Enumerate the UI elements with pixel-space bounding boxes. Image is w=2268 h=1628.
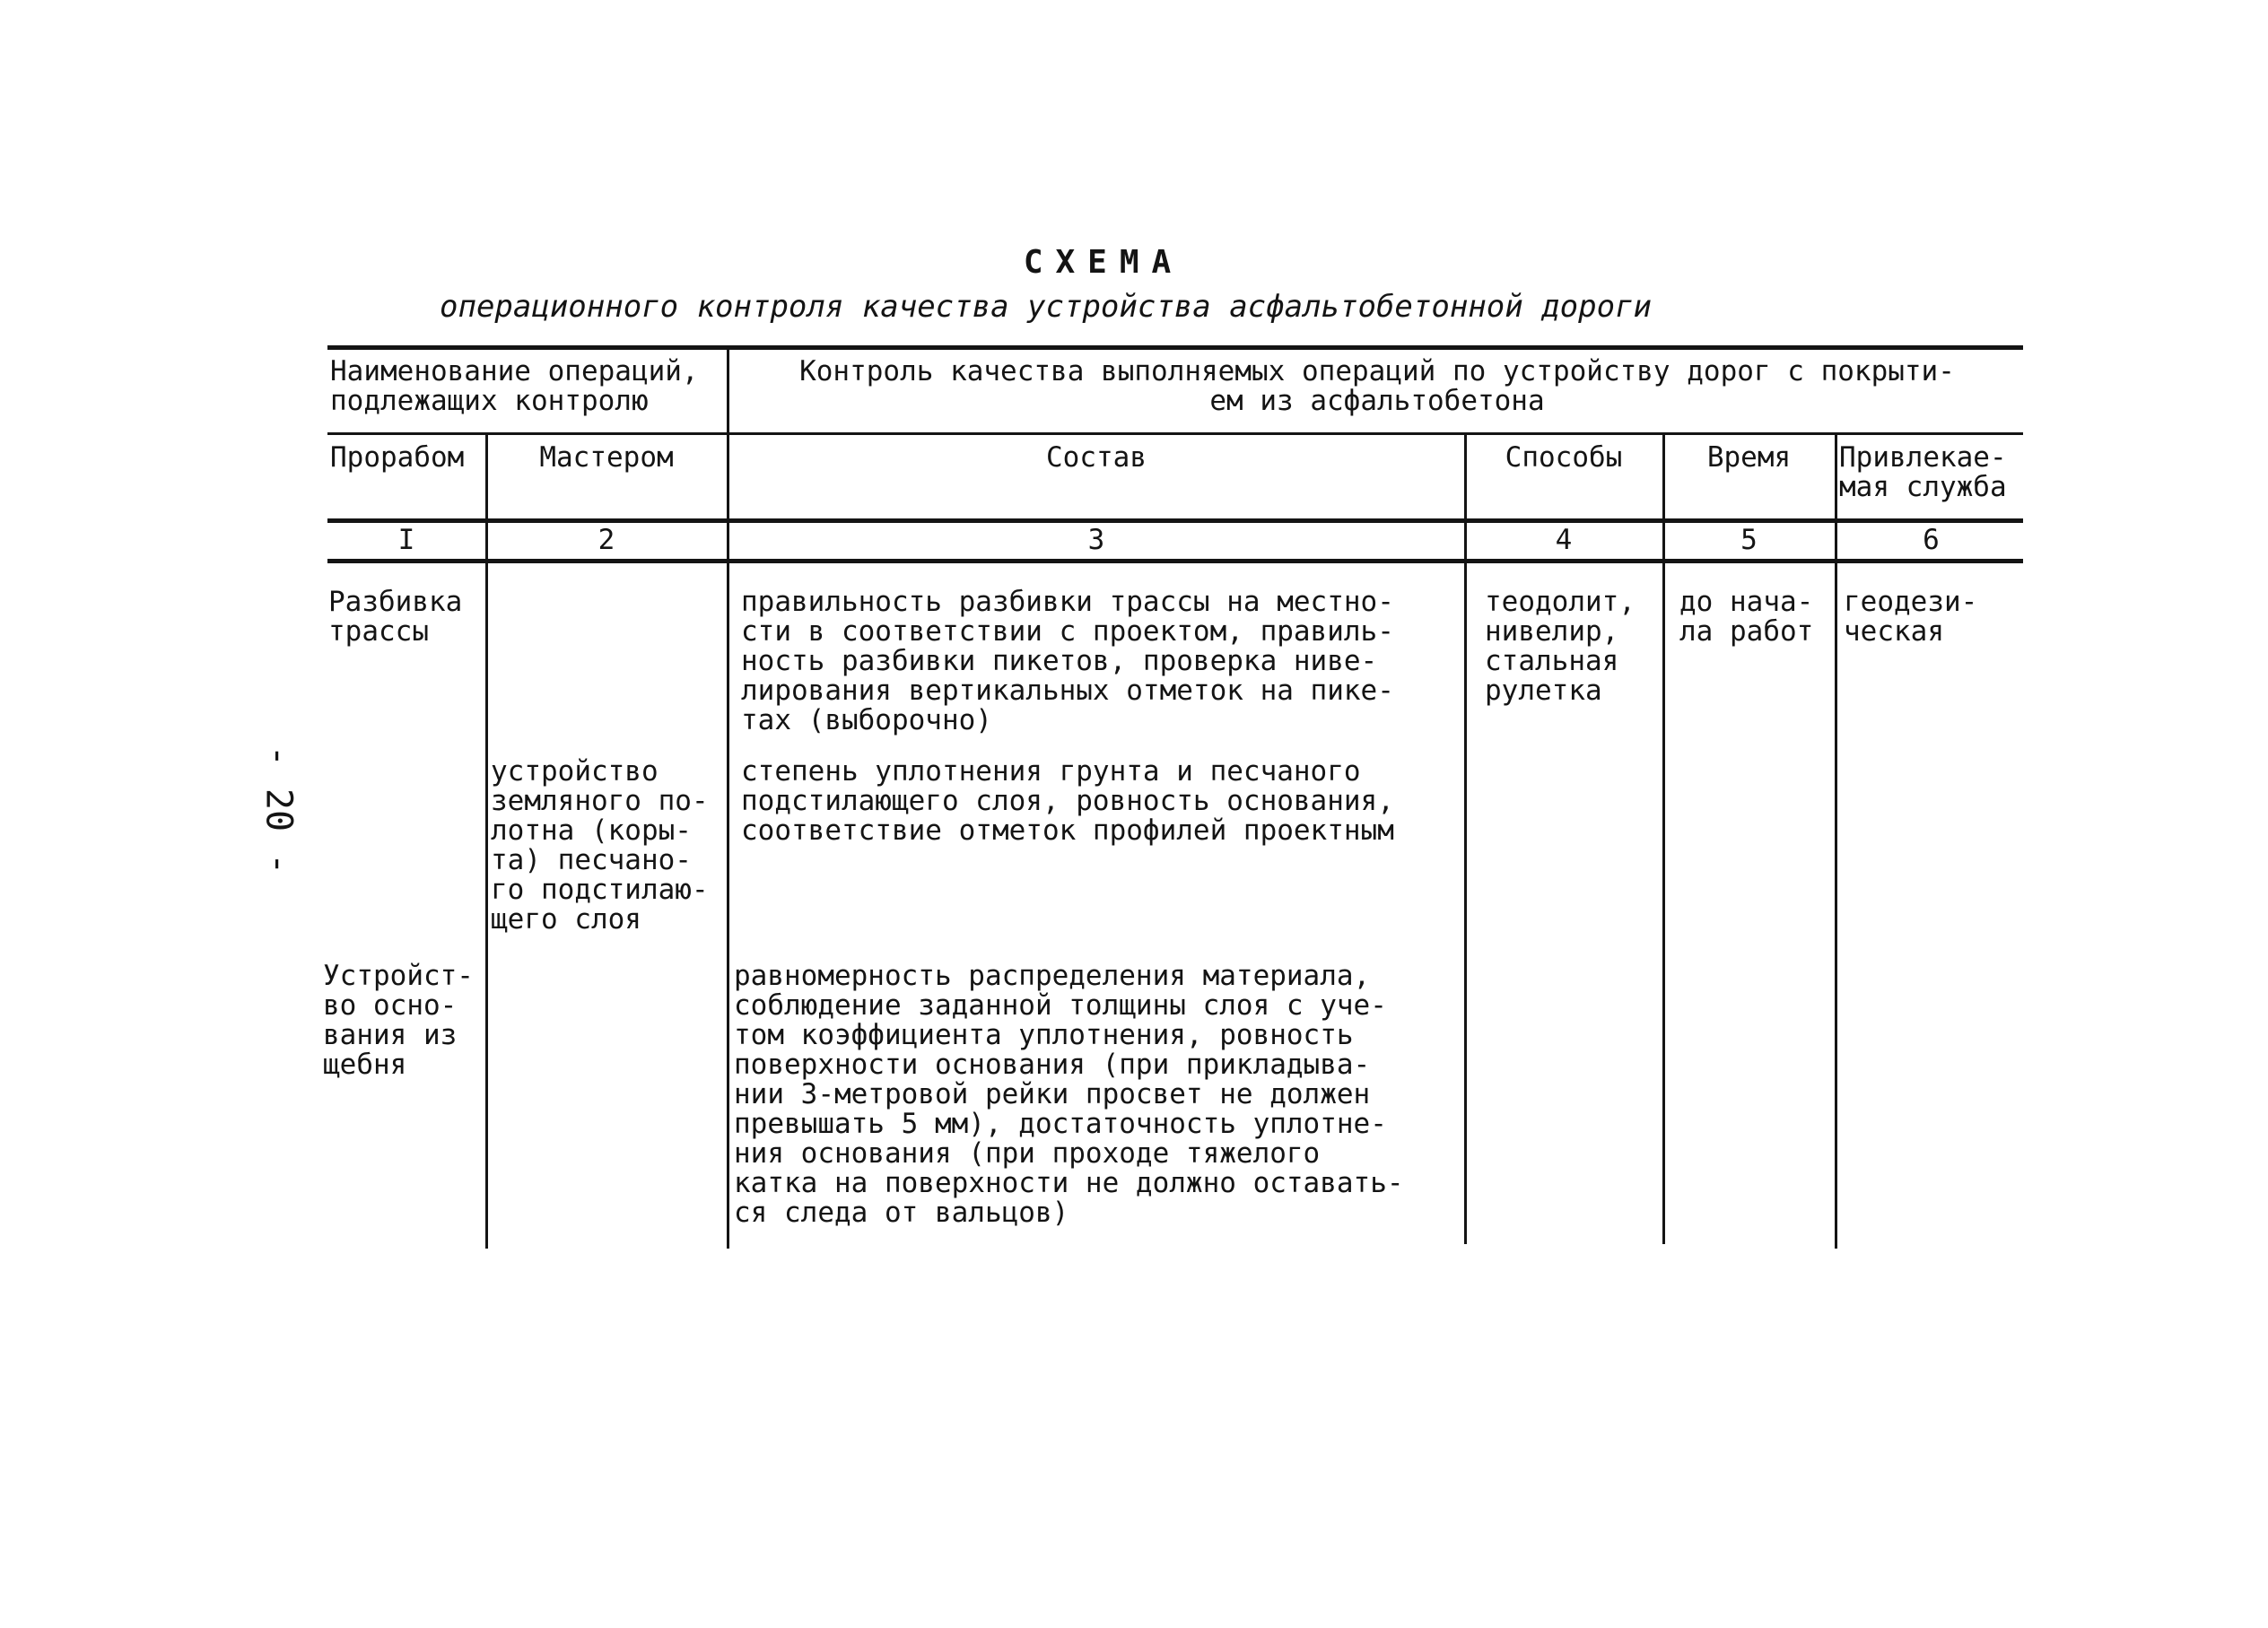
row-2-master: устройство земляного по- лотна (коры- та) песчано- го подстилаю- щего слоя bbox=[491, 755, 709, 936]
header-rule bbox=[327, 432, 2023, 435]
column-header-composition: Состав bbox=[1046, 441, 1147, 474]
column-divider-3 bbox=[1464, 432, 1467, 1244]
column-number-1: I bbox=[397, 524, 415, 556]
row-1-methods: теодолит, нивелир, стальная рулетка bbox=[1485, 586, 1636, 707]
column-header-time: Время bbox=[1706, 441, 1792, 474]
page-number: - 20 - bbox=[257, 744, 300, 875]
column-header-rule bbox=[327, 518, 2023, 523]
row-1-composition: правильность разбивки трассы на местно- сти в соответствии с проектом, правиль- ность разбивки пикетов, проверка ниве- лирования вертикальных отметок на пике- тах (выборочно) bbox=[741, 586, 1394, 736]
document-subtitle: операционного контроля качества устройства асфальтобетонной дороги bbox=[440, 289, 1653, 325]
row-3-composition: равномерность распределения материала, соблюдение заданной толщины слоя с уче- том коэффициента уплотнения, ровность поверхности основания (при прикладыва- нии 3-метровой рейки просвет не должен превышать 5 мм), достаточность уплотне- ния основания (при проходе тяжелого катка на поверхности не должно оставать- ся следа от вальцов) bbox=[734, 960, 1404, 1229]
row-1-time: до нача- ла работ bbox=[1679, 586, 1814, 648]
column-number-5: 5 bbox=[1740, 524, 1758, 556]
column-divider-1 bbox=[485, 432, 488, 1249]
column-header-methods: Способы bbox=[1505, 441, 1623, 474]
numbers-rule bbox=[327, 559, 2023, 563]
column-header-service: Привлекае- мая служба bbox=[1839, 441, 2007, 503]
column-divider-2 bbox=[727, 345, 729, 1249]
column-divider-5 bbox=[1835, 432, 1837, 1249]
document-title: СХЕМА bbox=[1023, 244, 1184, 281]
row-2-composition: степень уплотнения грунта и песчаного подстилающего слоя, ровность основания, соответствие отметок профилей проектным bbox=[741, 755, 1394, 847]
row-1-foreman: Разбивка трассы bbox=[328, 586, 463, 648]
row-3-foreman: Устройст- во осно- вания из щебня bbox=[323, 960, 474, 1081]
column-number-3: 3 bbox=[1087, 524, 1105, 556]
quality-header: Контроль качества выполняемых операций по устройству дорог с покрыти- ем из асфальтобетона bbox=[799, 355, 1955, 417]
column-header-master: Мастером bbox=[539, 441, 674, 474]
column-header-foreman: Прорабом bbox=[330, 441, 465, 474]
operations-header: Наименование операций, подлежащих контролю bbox=[330, 355, 699, 417]
column-number-4: 4 bbox=[1555, 524, 1573, 556]
table-top-rule bbox=[327, 345, 2023, 350]
column-number-6: 6 bbox=[1923, 524, 1940, 556]
row-1-service: геодези- ческая bbox=[1844, 586, 1978, 648]
column-number-2: 2 bbox=[598, 524, 615, 556]
column-divider-4 bbox=[1662, 432, 1665, 1244]
